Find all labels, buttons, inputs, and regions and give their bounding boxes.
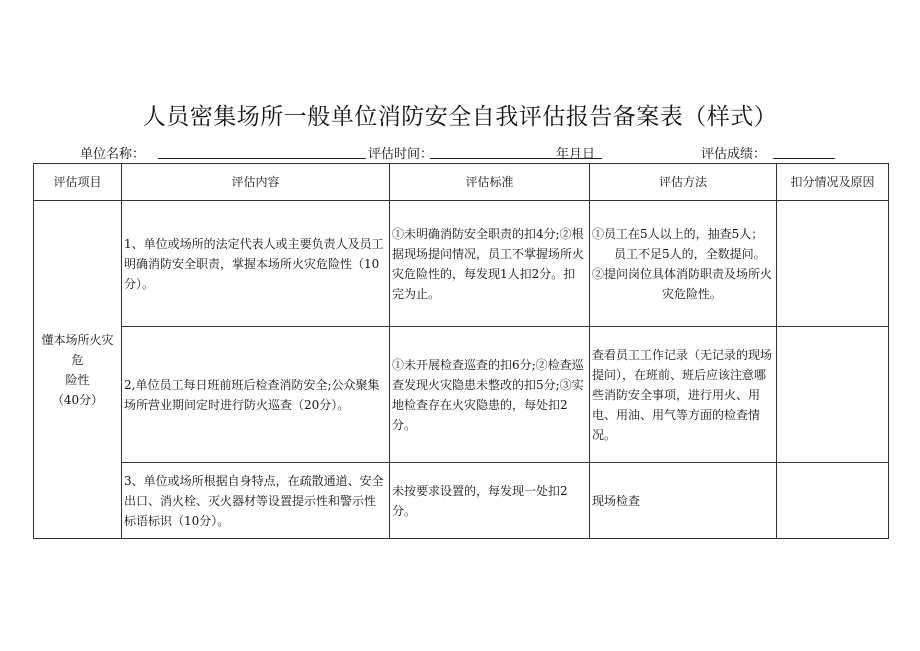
table-header-row — [34, 164, 889, 201]
row-1-deduction — [777, 201, 889, 327]
evaluation-score-label: 评估成绩： — [701, 147, 767, 162]
row-3-standard: 未按要求设置的，每发现一处扣2分。 — [390, 463, 590, 539]
evaluation-date-text: 年月日 — [556, 147, 596, 162]
unit-name-label: 单位名称： — [80, 147, 146, 162]
header-deduction: 扣分情况及原因 — [777, 164, 889, 201]
assessment-table — [33, 163, 889, 539]
header-item: 评估项目 — [34, 164, 122, 201]
table-row — [34, 463, 889, 539]
evaluation-score-blank — [773, 158, 835, 159]
evaluation-time-label: 评估时间： — [368, 147, 434, 162]
row-3-method: 现场检查 — [590, 463, 777, 539]
header-content: 评估内容 — [122, 164, 390, 201]
row-3-content: 3、单位或场所根据自身特点，在疏散通道、安全出口、消火栓、灭火器材等设置提示性和警示性标语标识（10分）。 — [122, 463, 390, 539]
row-1-method — [590, 201, 777, 327]
category-line-3: （40分） — [51, 392, 104, 407]
row-1-method-line-4: 灾危险性。 — [662, 286, 723, 301]
row-1-method-line-1: ①员工在5人以上的，抽查5人； — [592, 226, 764, 241]
header-standard: 评估标准 — [390, 164, 590, 201]
category-line-2: 险性 — [65, 372, 90, 387]
table-row — [34, 327, 889, 463]
table-row — [34, 201, 889, 327]
category-cell — [34, 201, 122, 539]
row-1-standard: ①未明确消防安全职责的扣4分;②根据现场提问情况，员工不掌握场所火灾危险性的，每发现1人扣2分。扣完为止。 — [390, 201, 590, 327]
row-2-method: 查看员工工作记录（无记录的现场提问），在班前、班后应该注意哪些消防安全事项，进行用火、用电、用油、用气等方面的检查情况。 — [590, 327, 777, 463]
row-1-method-line-2: 员工不足5人的，全数提问。 — [614, 246, 766, 261]
row-2-standard: ①未开展检查巡查的扣6分;②检查巡查发现火灾隐患未整改的扣5分;③实地检查存在火灾隐患的，每处扣2分。 — [390, 327, 590, 463]
unit-name-blank — [158, 158, 366, 159]
category-line-1: 懂本场所火灾危 — [41, 332, 114, 367]
row-2-deduction — [777, 327, 889, 463]
row-3-deduction — [777, 463, 889, 539]
page-title: 人员密集场所一般单位消防安全自我评估报告备案表（样式） — [142, 104, 778, 130]
row-2-content: 2,单位员工每日班前班后检查消防安全;公众聚集场所营业期间定时进行防火巡查（20分）。 — [122, 327, 390, 463]
row-1-content: 1、单位或场所的法定代表人或主要负责人及员工明确消防安全职责，掌握本场所火灾危险性（10分）。 — [122, 201, 390, 327]
header-method: 评估方法 — [590, 164, 777, 201]
row-1-method-line-3: ②提问岗位具体消防职责及场所火 — [592, 266, 773, 281]
